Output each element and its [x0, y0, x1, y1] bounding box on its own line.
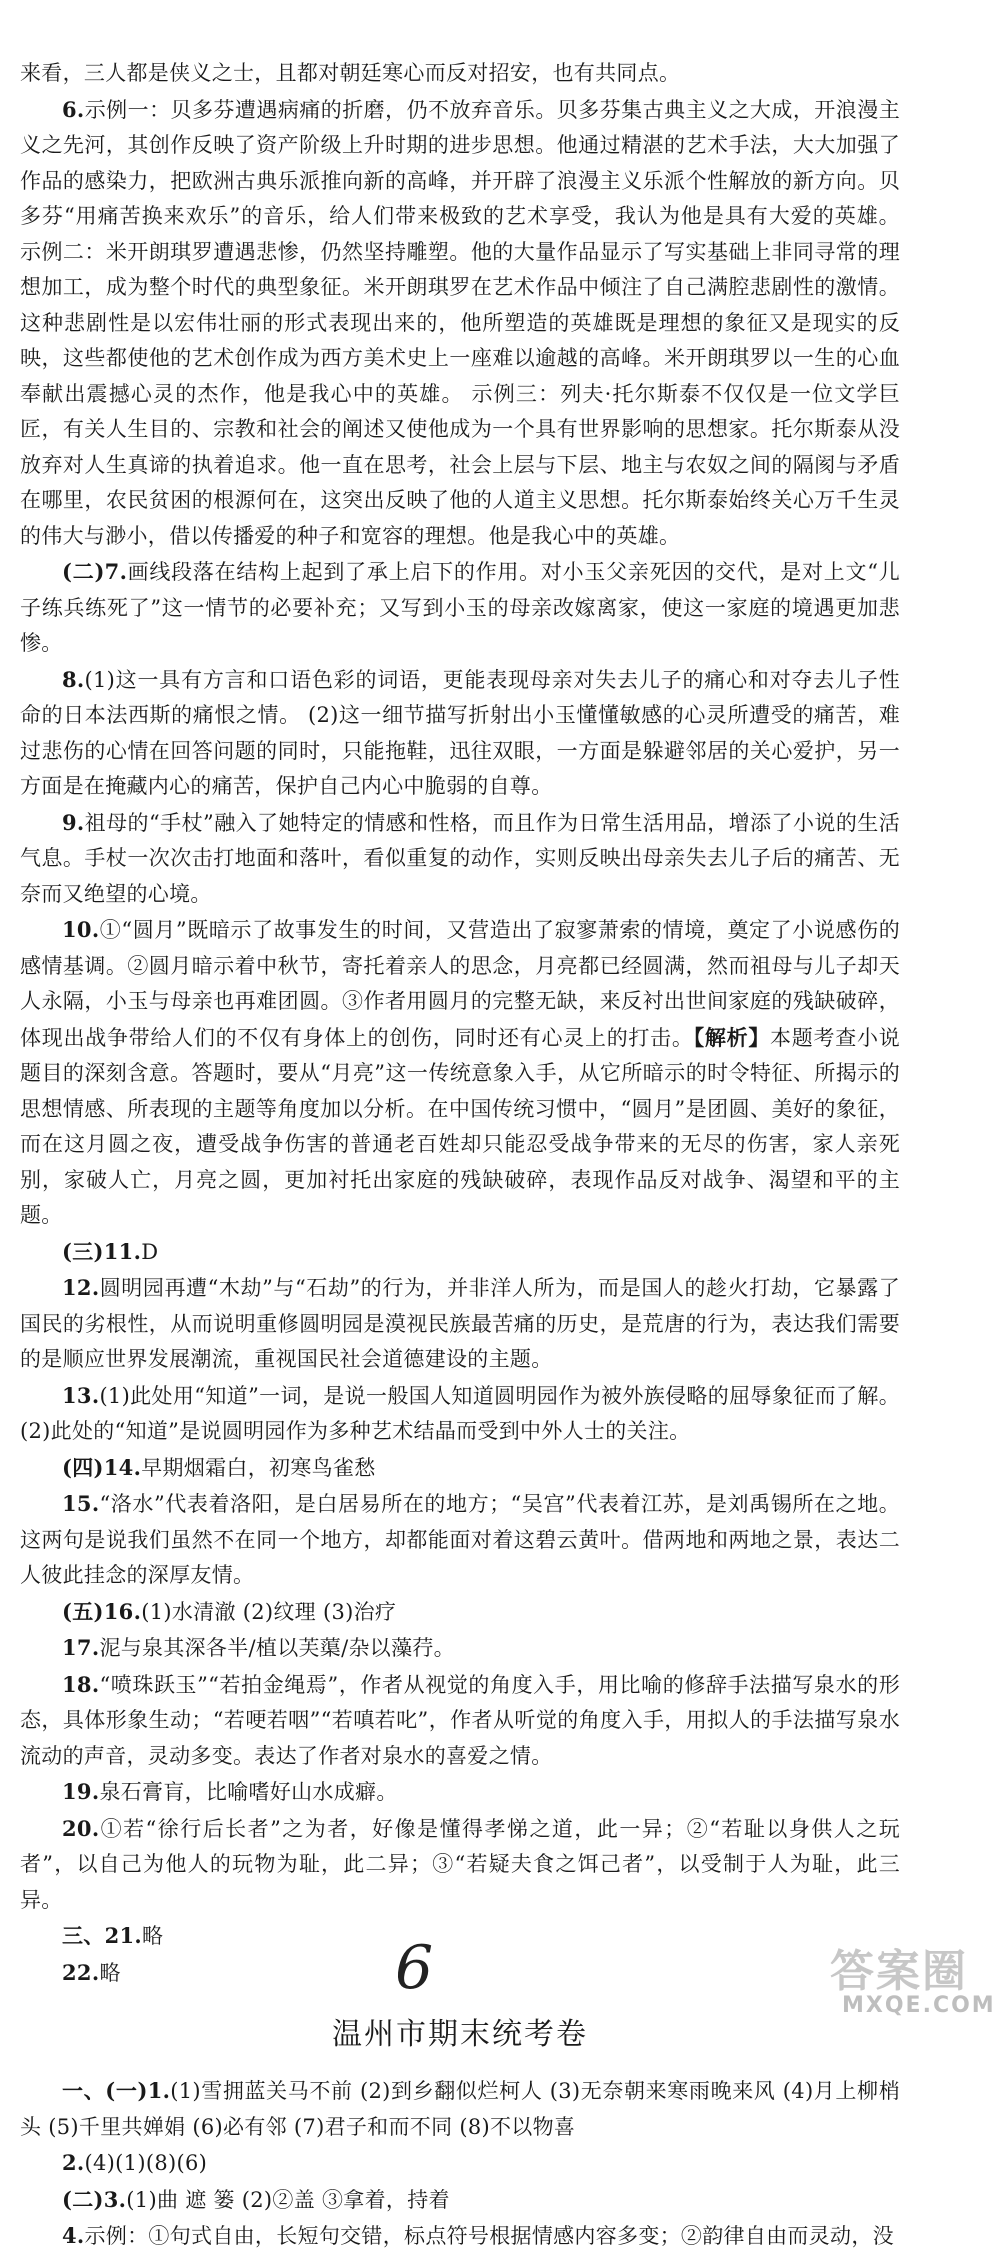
answer-11-number: (三)11. — [62, 1238, 142, 1264]
answer-21-number: 三、21. — [62, 1923, 143, 1948]
answer-7 — [20, 554, 900, 662]
exam-answer-2 — [20, 2145, 900, 2182]
answer-8-text: (1)这一具有方言和口语色彩的词语，更能表现母亲对失去儿子的痛心和对夺去儿子性命的日本法西斯的痛恨之情。 (2)这一细节描写折射出小玉懂懂敏感的心灵所遭受的痛苦，难过悲伤的心情在回答问题的同时，只能拖鞋，迅往双眼，一方面是躲避邻居的关心爱护，另一方面是在掩藏内心的痛苦，保护自己内心中脆弱的自尊。 — [20, 667, 900, 798]
answer-8 — [20, 662, 900, 805]
exam-answer-2-number: 2. — [62, 2150, 85, 2175]
exam-answer-3-number: (二)3. — [62, 2186, 127, 2212]
answer-17-number: 17. — [62, 1635, 100, 1660]
answer-16-number: (五)16. — [62, 1598, 142, 1624]
answer-14 — [20, 1450, 900, 1487]
answer-14-text: 早期烟霜白，初寒鸟雀愁 — [141, 1455, 376, 1480]
answer-11 — [20, 1234, 900, 1271]
answer-20-text: ①若“徐行后长者”之为者，好像是懂得孝悌之道，此一异；②“若耻以身供人之玩者”，以自己为他人的玩物为耻，此二异；③“若疑夫食之饵己者”，以受制于人为耻，此三异。 — [20, 1816, 900, 1912]
answer-9 — [20, 805, 900, 913]
answer-22-number: 22. — [62, 1959, 100, 1985]
answer-6-text: 示例一：贝多芬遭遇病痛的折磨，仍不放弃音乐。贝多芬集古典主义之大成，开浪漫主义之先河，其创作反映了资产阶级上升时期的进步思想。他通过精湛的艺术手法，大大加强了作品的感染力，把欧洲古典乐派推向新的高峰，并开辟了浪漫主义乐派个性解放的新方向。贝多芬“用痛苦换来欢乐”的音乐，给人们带来极致的艺术享受，我认为他是具有大爱的英雄。 示例二：米开朗琪罗遭遇悲惨，仍然坚持雕塑。他的大量作品显示了写实基础上非同寻常的理想加工，成为整个时代的典型象征。米开朗琪罗在艺术作品中倾注了自己满腔悲剧性的激情。这种悲剧性是以宏伟壮丽的形式表现出来的，他所塑造的英雄既是理想的象征又是现实的反映，这些都使他的艺术创作成为西方美术史上一座难以逾越的高峰。米开朗琪罗以一生的心血奉献出震撼心灵的杰作，他是我心中的英雄。 示例三：列夫·托尔斯泰不仅仅是一位文学巨匠，有关人生目的、宗教和社会的阐述又使他成为一个具有世界影响的思想家。托尔斯泰从没放弃对人生真谛的执着追求。他一直在思考，社会上层与下层、地主与农奴之间的隔阂与矛盾在哪里，农民贫困的根源何在，这突出反映了他的人道主义思想。托尔斯泰始终关心万千生灵的伟大与渺小，借以传播爱的种子和宽容的理想。他是我心中的英雄。 — [20, 97, 900, 548]
answer-10-text: ①“圆月”既暗示了故事发生的时间，又营造出了寂寥萧索的情境，奠定了小说感伤的感情基调。②圆月暗示着中秋节，寄托着亲人的思念，月亮都已经圆满，然而祖母与儿子却天人永隔，小玉与母亲也再难团圆。③作者用圆月的完整无缺，来反衬出世间家庭的残缺破碎，体现出战争带给人们的不仅有身体上的创伤，同时还有心灵上的打击。 — [20, 918, 900, 1050]
answer-10 — [20, 912, 900, 1234]
answer-20-number: 20. — [62, 1815, 100, 1841]
answer-16 — [20, 1594, 900, 1631]
answer-15 — [20, 1486, 900, 1594]
watermark-site: MXQE.COM — [842, 1993, 996, 2018]
answer-13-number: 13. — [62, 1382, 100, 1408]
answer-14-number: (四)14. — [62, 1454, 142, 1480]
answer-9-text: 祖母的“手杖”融入了她特定的情感和性格，而且作为日常生活用品，增添了小说的生活气息。手杖一次次击打地面和落叶，看似重复的动作，实则反映出母亲失去儿子后的痛苦、无奈而又绝望的心境。 — [20, 810, 900, 906]
exam-answer-4-text: 示例：①句式自由，长短句交错，标点符号根据情感内容多变；②韵律自由而灵动，没 — [84, 2224, 894, 2248]
answer-6 — [20, 92, 900, 555]
answer-7-number: (二)7. — [62, 559, 128, 584]
answer-22-text: 略 — [99, 1960, 121, 1985]
answer-13-text: (1)此处用“知道”一词，是说一般国人知道圆明园作为被外族侵略的屈辱象征而了解。(2)此处的“知道”是说圆明园作为多种艺术结晶而受到中外人士的关注。 — [20, 1383, 900, 1443]
exam-answer-1-number: 一、(一)1. — [62, 2078, 171, 2103]
answer-13 — [20, 1378, 900, 1450]
answer-10-number: 10. — [62, 917, 100, 942]
watermark — [830, 1935, 996, 2025]
paragraph-continued: 来看，三人都是侠义之士，且都对朝廷寒心而反对招安，也有共同点。 — [20, 61, 681, 85]
answer-11-text: D — [141, 1239, 159, 1264]
answer-9-number: 9. — [62, 809, 85, 835]
answer-12-number: 12. — [62, 1275, 100, 1300]
exam-answer-4 — [20, 2218, 900, 2255]
answer-17 — [20, 1630, 900, 1667]
answer-18-text: “喷珠跃玉”“若拍金绳焉”，作者从视觉的角度入手，用比喻的修辞手法描写泉水的形态，具体形象生动；“若哽若咽”“若嗔若叱”，作者从听觉的角度入手，用拟人的手法描写泉水流动的声音，灵动多变。表达了作者对泉水的喜爱之情。 — [20, 1672, 900, 1768]
answer-19-text: 泉石膏肓，比喻嗜好山水成癖。 — [99, 1780, 398, 1804]
answer-7-text: 画线段落在结构上起到了承上启下的作用。对小玉父亲死因的交代，是对上文“儿子练兵练死了”这一情节的必要补充；又写到小玉的母亲改嫁离家，使这一家庭的境遇更加悲惨。 — [20, 560, 900, 655]
answer-21 — [20, 1918, 900, 1955]
answer-page — [20, 56, 900, 2255]
section-title: 温州市期末统考卷 — [332, 2017, 588, 2052]
answer-19-number: 19. — [62, 1779, 100, 1804]
answer-15-number: 15. — [62, 1491, 100, 1516]
answer-12 — [20, 1270, 900, 1378]
answer-18 — [20, 1667, 900, 1775]
exam-answer-1 — [20, 2073, 900, 2145]
watermark-logo: 答案圈 — [830, 1946, 968, 1997]
answer-22 — [20, 1955, 900, 1992]
exam-answer-3 — [20, 2182, 900, 2219]
answer-16-text: (1)水清澈 (2)纹理 (3)治疗 — [141, 1599, 397, 1624]
answer-12-text: 圆明园再遭“木劫”与“石劫”的行为，并非洋人所为，而是国人的趁火打劫，它暴露了国民的劣根性，从而说明重修圆明园是漠视民族最苦痛的历史，是荒唐的行为，表达我们需要的是顺应世界发展潮流，重视国民社会道德建设的主题。 — [20, 1276, 900, 1371]
answer-6-number: 6. — [62, 96, 85, 122]
answer-15-text: “洛水”代表着洛阳，是白居易所在的地方；“吴宫”代表着江苏，是刘禹锡所在之地。这两句是说我们虽然不在同一个地方，却都能面对着这碧云黄叶。借两地和两地之景，表达二人彼此挂念的深厚友情。 — [20, 1492, 900, 1587]
answer-20 — [20, 1811, 900, 1919]
exam-answer-2-text: (4)(1)(8)(6) — [84, 2151, 208, 2175]
page-number: 6 — [395, 1933, 434, 2003]
answer-21-text: 略 — [142, 1924, 164, 1948]
exam-answer-4-number: 4. — [62, 2223, 85, 2248]
answer-18-number: 18. — [62, 1671, 100, 1697]
answer-17-text: 泥与泉其深各半/植以芙蕖/杂以藻荇。 — [99, 1636, 455, 1660]
answer-19 — [20, 1774, 900, 1811]
analysis-tag: 【解析】 — [693, 1024, 771, 1050]
exam-answer-3-text: (1)曲 遮 篓 (2)②盖 ③拿着，持着 — [126, 2187, 450, 2212]
answer-8-number: 8. — [62, 666, 85, 692]
exam-answer-1-text: (1)雪拥蓝关马不前 (2)到乡翻似烂柯人 (3)无奈朝来寒雨晚来风 (4)月上柳梢头 (5)千里共婵娟 (6)必有邻 (7)君子和而不同 (8)不以物喜 — [20, 2079, 900, 2139]
answer-10-analysis: 本题考查小说题目的深刻含意。答题时，要从“月亮”这一传统意象入手，从它所暗示的时令特征、所揭示的思想情感、所表现的主题等角度加以分析。在中国传统习惯中，“圆月”是团圆、美好的象征，而在这月圆之夜，遭受战争伤害的普通老百姓却只能忍受战争带来的无尽的伤害，家人亲死别，家破人亡，月亮之圆，更加衬托出家庭的残缺破碎，表现作品反对战争、渴望和平的主题。 — [20, 1025, 900, 1227]
